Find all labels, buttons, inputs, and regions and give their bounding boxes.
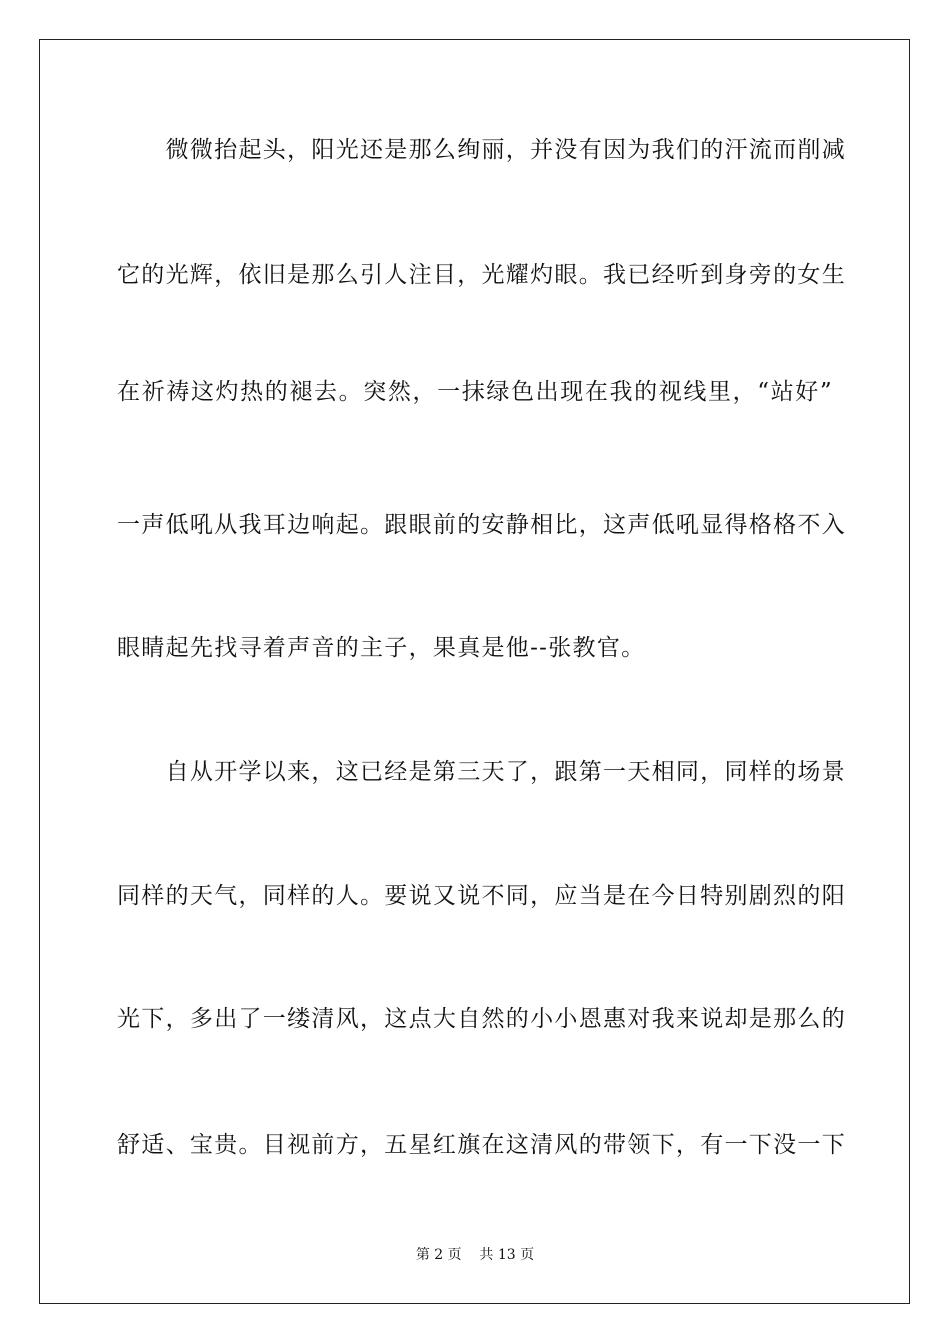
paragraph-line: 光下，多出了一缕清风，这点大自然的小小恩惠对我来说却是那么的: [117, 1006, 846, 1032]
paragraph-line: 微微抬起头，阳光还是那么绚丽，并没有因为我们的汗流而削减: [117, 137, 846, 163]
paragraph-line: 舒适、宝贵。目视前方，五星红旗在这清风的带领下，有一下没一下: [117, 1132, 846, 1158]
paragraph-line: 自从开学以来，这已经是第三天了，跟第一天相同，同样的场景: [117, 759, 846, 785]
page-number-footer: 第 2 页 共 13 页: [415, 1247, 535, 1263]
paragraph-line: 它的光辉，依旧是那么引人注目，光耀灼眼。我已经听到身旁的女生: [117, 262, 846, 288]
page-border: [39, 39, 910, 1304]
paragraph-line: 一声低吼从我耳边响起。跟眼前的安静相比，这声低吼显得格格不入: [117, 512, 846, 538]
paragraph-line: 在祈祷这灼热的褪去。突然，一抹绿色出现在我的视线里，“站好”: [117, 379, 833, 405]
paragraph-line: 同样的天气，同样的人。要说又说不同，应当是在今日特别剧烈的阳: [117, 883, 846, 909]
paragraph-line: 眼睛起先找寻着声音的主子，果真是他--张教官。: [117, 635, 646, 661]
